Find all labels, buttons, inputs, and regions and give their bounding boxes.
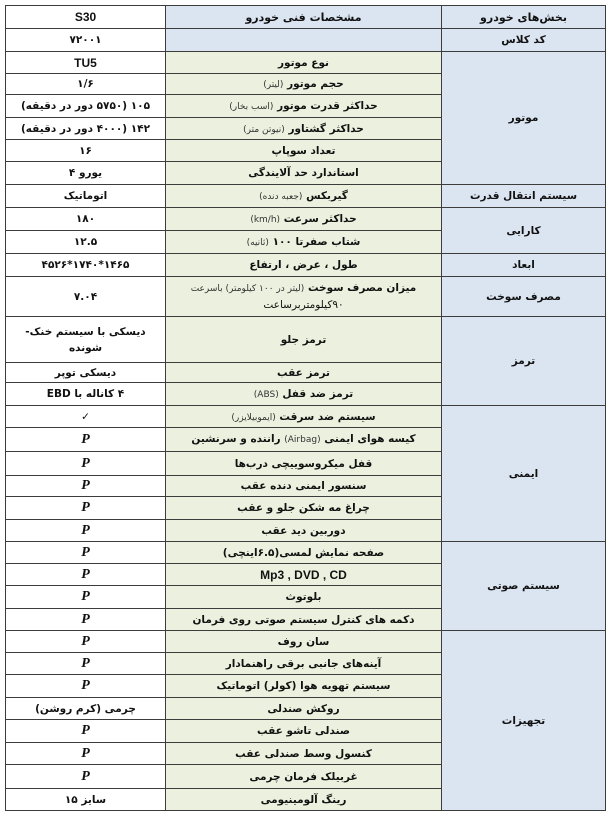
feature-label: شتاب صفرتا ۱۰۰ [272,236,361,248]
spec-row [6,277,606,317]
spec-row [6,208,606,231]
feature-label: نوع موتور [277,56,329,69]
feature-label: سیستم ضد سرقت [279,410,376,423]
feature-label: سان روف [277,635,330,648]
spec-row [6,317,606,363]
value-cell: P [6,743,166,765]
feature-label: سنسور ایمنی دنده عقب [240,480,367,492]
feature-cell [166,586,442,609]
feature-cell [166,698,442,720]
value-cell: P [6,720,166,743]
value-cell: P [6,586,166,609]
feature-label: طول ، عرض ، ارتفاع [249,259,358,271]
spec-table [5,5,606,811]
feature-cell [166,452,442,476]
value-cell: ۱۲.۵ [6,231,166,254]
feature-cell [166,277,442,317]
feature-unit: (ثانیه) [246,238,269,248]
value-cell: ۱۰۵ (۵۷۵۰ دور در دقیقه) [6,95,166,118]
feature-cell [166,95,442,118]
feature-unit: (لیتر در ۱۰۰ کیلومتر) باسرعت [190,284,305,294]
value-cell: P [6,542,166,564]
feature-label: قفل میکروسوییچی درب‌ها [234,457,373,470]
feature-cell [166,720,442,743]
feature-cell [166,52,442,74]
feature-cell [166,653,442,675]
feature-cell [166,428,442,452]
value-cell: P [6,765,166,789]
feature-label-continued: راننده و سرنشین [191,433,281,445]
feature-label: سیستم تهویه هوا (کولر) اتوماتیک [216,680,391,692]
feature-label: ترمز عقب [276,366,330,379]
class-code-value: ۷۲۰۰۱ [6,29,166,52]
feature-label: چراغ مه شکن جلو و عقب [237,502,370,514]
section-name: سیستم صوتی [442,542,606,631]
value-cell: ۱۶ [6,140,166,162]
feature-label: دکمه های کنترل سیستم صوتی روی فرمان [192,613,415,626]
value-cell: ✓ [6,406,166,428]
value-cell: P [6,653,166,675]
value-cell: ۱/۶ [6,74,166,95]
feature-label: گیربکس [306,190,348,202]
feature-label: صفحه نمایش لمسی(۶.۵اینچی) [222,546,385,559]
value-cell: اتوماتیک [6,185,166,208]
value-cell: ۴ کاناله با EBD [6,383,166,406]
feature-cell [166,675,442,698]
feature-label: غربیلک فرمان چرمی [249,770,358,783]
feature-label: آینه‌های جانبی برقی راهنمادار [225,657,382,670]
feature-label: Mp3 , DVD , CD [260,567,347,582]
value-cell: P [6,476,166,497]
feature-unit: (لیتر) [263,80,284,90]
feature-label: دوربین دید عقب [261,524,346,537]
section-name: کارایی [442,208,606,254]
section-name: ایمنی [442,406,606,542]
feature-label: ترمز جلو [280,333,327,346]
feature-cell [166,497,442,520]
spec-row [6,254,606,277]
feature-label: بلوتوث [285,591,322,603]
value-cell: P [6,631,166,653]
feature-label: حجم موتور [287,78,344,90]
feature-cell [166,542,442,564]
header-section: بخش‌های خودرو [442,6,606,29]
feature-cell [166,363,442,383]
spec-row [6,185,606,208]
value-cell: P [6,428,166,452]
section-name: موتور [442,52,606,185]
class-code-row [6,29,606,52]
feature-cell [166,208,442,231]
section-name: ابعاد [442,254,606,277]
feature-unit: (جعبه دنده) [259,192,303,202]
feature-label: روکش صندلی [267,702,340,715]
feature-unit: (ایموبیلایزر) [231,412,276,423]
value-cell: یورو ۴ [6,162,166,185]
section-name: تجهیزات [442,631,606,811]
feature-cell [166,406,442,428]
feature-label: کیسه هوای ایمنی [324,433,416,445]
class-code-blank [166,29,442,52]
feature-unit: (Airbag) [284,435,321,445]
spec-row [6,52,606,74]
feature-cell [166,383,442,406]
feature-cell [166,789,442,811]
feature-unit: (اسب بخار) [229,102,274,112]
feature-label: صندلی تاشو عقب [256,725,350,737]
feature-cell [166,118,442,140]
feature-cell [166,254,442,277]
feature-label: کنسول وسط صندلی عقب [235,747,372,760]
feature-cell [166,765,442,789]
feature-cell [166,185,442,208]
section-name: مصرف سوخت [442,277,606,317]
feature-cell [166,231,442,254]
feature-cell [166,140,442,162]
value-cell: P [6,564,166,586]
spec-row [6,406,606,428]
spec-table-body [6,6,606,811]
header-spec: مشخصات فنی خودرو [166,6,442,29]
value-cell: ۱۴۲ (۴۰۰۰ دور در دقیقه) [6,118,166,140]
feature-label: حداکثر گشتاور [288,122,364,135]
feature-unit: (نیوتن متر) [243,124,285,135]
value-cell: P [6,497,166,520]
feature-label: استاندارد حد آلایندگی [248,167,359,179]
value-cell: P [6,452,166,476]
spec-row [6,542,606,564]
header-model: S30 [6,6,166,29]
feature-label: تعداد سوپاپ [271,144,336,157]
section-name: سیستم انتقال قدرت [442,185,606,208]
section-name: ترمز [442,317,606,406]
spec-sheet [5,5,605,811]
header-row [6,6,606,29]
feature-label: رینگ آلومینیومی [260,793,347,806]
value-cell: TU5 [6,52,166,74]
feature-cell [166,520,442,542]
value-cell: سایز ۱۵ [6,789,166,811]
feature-cell [166,162,442,185]
value-cell: چرمی (کرم روشن) [6,698,166,720]
feature-label: حداکثر سرعت [283,213,357,225]
class-code-label: کد کلاس [442,29,606,52]
value-cell: P [6,520,166,542]
value-cell: دیسکی با سیستم خنک-شونده [6,317,166,363]
feature-label: حداکثر قدرت موتور [277,100,378,112]
feature-cell [166,631,442,653]
feature-cell [166,317,442,363]
feature-cell [166,74,442,95]
feature-label-continued: ۹۰کیلومتربرساعت [263,299,344,311]
value-cell: P [6,609,166,631]
feature-cell [166,609,442,631]
value-cell: دیسکی توپر [6,363,166,383]
feature-cell [166,476,442,497]
feature-label: ترمز ضد قفل [282,388,354,400]
feature-unit: (ABS) [253,390,279,400]
spec-row [6,631,606,653]
feature-label: میزان مصرف سوخت [307,282,417,294]
feature-cell [166,564,442,586]
value-cell: P [6,675,166,698]
value-cell: ۱۴۶۵*۱۷۴۰*۴۵۲۶ [6,254,166,277]
value-cell: ۱۸۰ [6,208,166,231]
feature-unit: (km/h) [250,215,281,225]
feature-cell [166,743,442,765]
value-cell: ۷.۰۴ [6,277,166,317]
